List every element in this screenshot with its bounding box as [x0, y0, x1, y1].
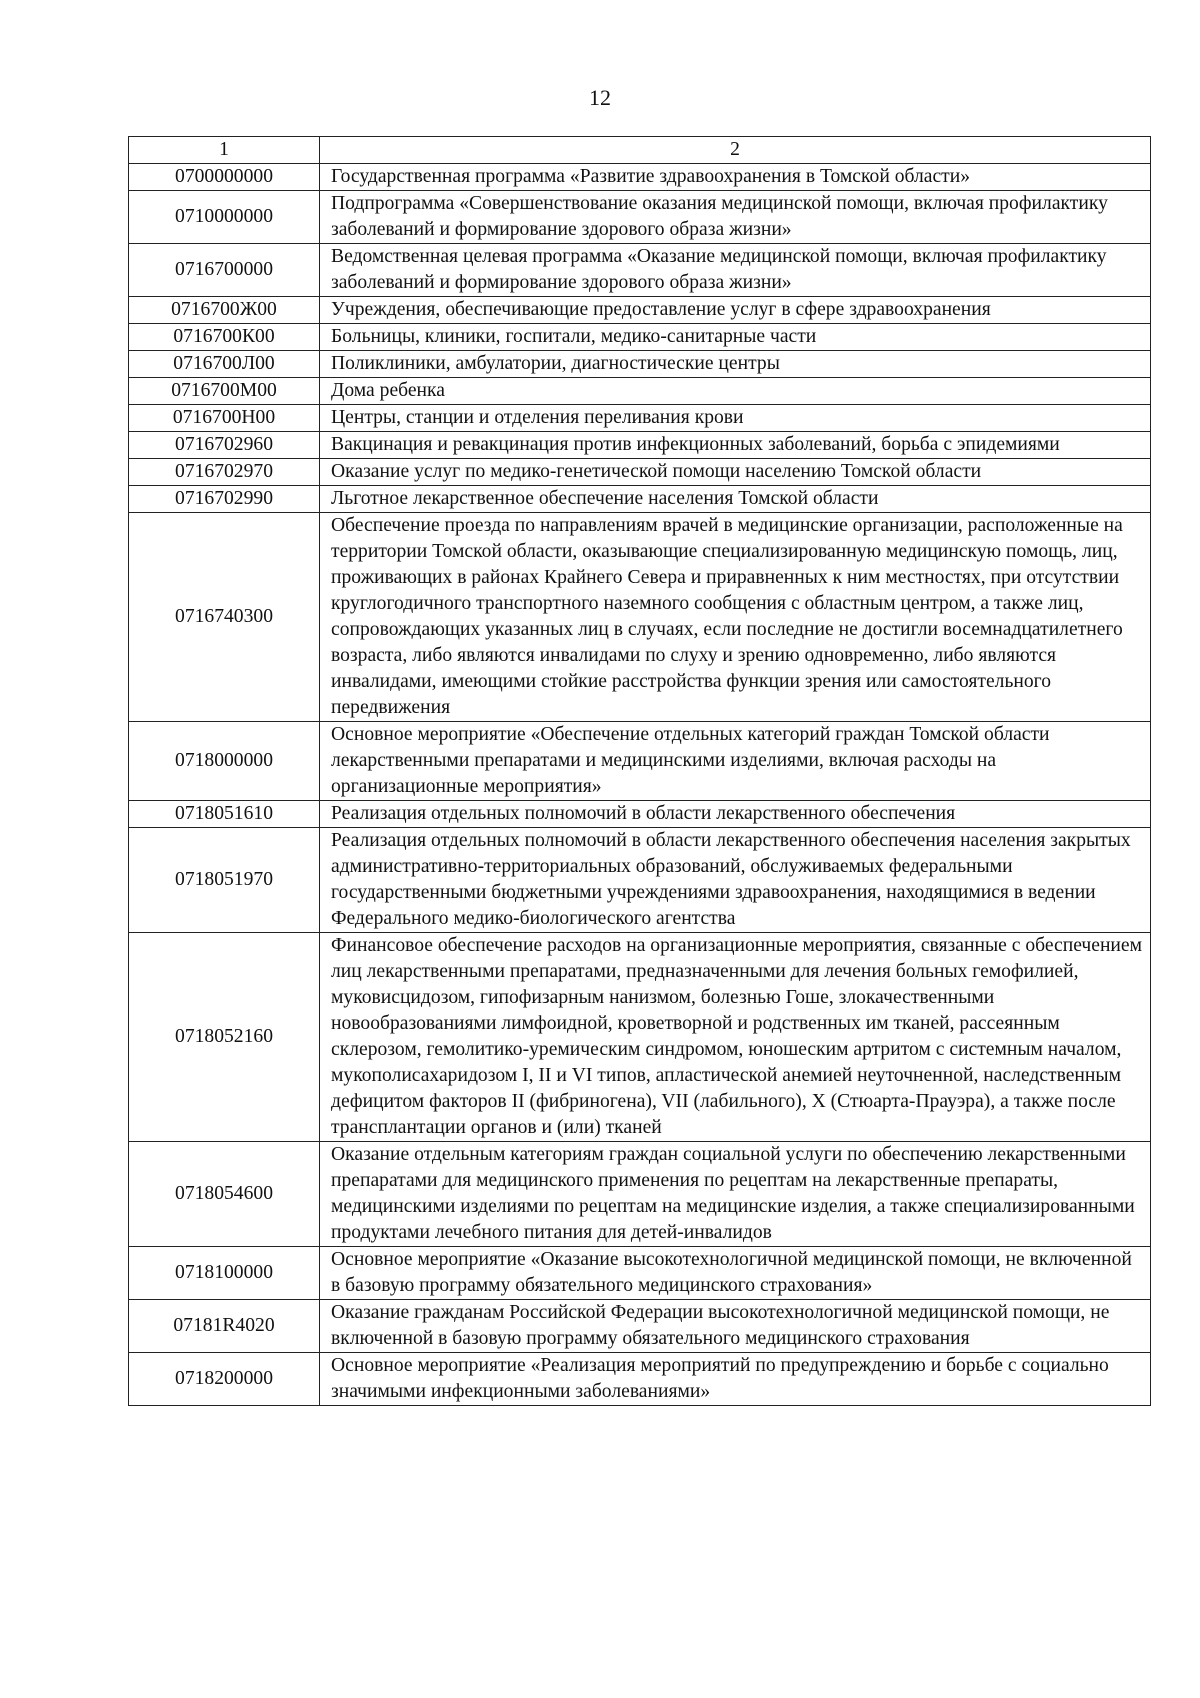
row-name: Дома ребенка — [320, 378, 1151, 405]
row-name: Оказание гражданам Российской Федерации высокотехнологичной медицинской помощи, не включенной в базовую программу обязательного медицинского страхования — [320, 1300, 1151, 1353]
row-code: 0716700М00 — [129, 378, 320, 405]
row-code: 0718052160 — [129, 933, 320, 1142]
table-row — [129, 1353, 1151, 1406]
row-code: 0716702990 — [129, 486, 320, 513]
row-code: 0716702960 — [129, 432, 320, 459]
table-row — [129, 244, 1151, 297]
row-code: 0716700К00 — [129, 324, 320, 351]
table-body — [129, 164, 1151, 1406]
table-row — [129, 1142, 1151, 1247]
table-row — [129, 459, 1151, 486]
row-code: 0716700000 — [129, 244, 320, 297]
row-code: 0716700Л00 — [129, 351, 320, 378]
row-name: Обеспечение проезда по направлениям врачей в медицинские организации, расположенные на территории Томской области, оказывающие специализированную медицинскую помощь, лиц, проживающих в районах Крайнего Севера и приравненных к ним местностях, при отсутствии круглогодичного транспортного наземного сообщения с областным центром, а также лиц, сопровождающих указанных лиц в случаях, если последние не достигли восемнадцатилетнего возраста, либо являются инвалидами по слуху и зрению одновременно, либо являются инвалидами, имеющими стойкие расстройства функции зрения или самостоятельного передвижения — [320, 513, 1151, 722]
table-row — [129, 486, 1151, 513]
row-code: 0700000000 — [129, 164, 320, 191]
row-name: Учреждения, обеспечивающие предоставление услуг в сфере здравоохранения — [320, 297, 1151, 324]
row-name: Ведомственная целевая программа «Оказание медицинской помощи, включая профилактику заболеваний и формирование здорового образа жизни» — [320, 244, 1151, 297]
table-header-row — [129, 137, 1151, 164]
table-row — [129, 1300, 1151, 1353]
row-code: 0718200000 — [129, 1353, 320, 1406]
table-row — [129, 351, 1151, 378]
row-code: 0716700Н00 — [129, 405, 320, 432]
column-header-code: 1 — [129, 137, 320, 164]
table-row — [129, 432, 1151, 459]
row-name: Больницы, клиники, госпитали, медико-санитарные части — [320, 324, 1151, 351]
table-row — [129, 933, 1151, 1142]
table-row — [129, 191, 1151, 244]
row-name: Подпрограмма «Совершенствование оказания медицинской помощи, включая профилактику заболеваний и формирование здорового образа жизни» — [320, 191, 1151, 244]
row-name: Реализация отдельных полномочий в области лекарственного обеспечения населения закрытых административно-территориальных образований, обслуживаемых федеральными государственными бюджетными учреждениями здравоохранения, находящимися в ведении Федерального медико-биологического агентства — [320, 828, 1151, 933]
row-name: Поликлиники, амбулатории, диагностические центры — [320, 351, 1151, 378]
table-row — [129, 722, 1151, 801]
row-name: Оказание отдельным категориям граждан социальной услуги по обеспечению лекарственными препаратами для медицинского применения по рецептам на лекарственные препараты, медицинскими изделиями по рецептам на медицинские изделия, а также специализированными продуктами лечебного питания для детей-инвалидов — [320, 1142, 1151, 1247]
row-name: Льготное лекарственное обеспечение населения Томской области — [320, 486, 1151, 513]
table-row — [129, 1247, 1151, 1300]
row-code: 0718051610 — [129, 801, 320, 828]
table-row — [129, 513, 1151, 722]
row-name: Основное мероприятие «Оказание высокотехнологичной медицинской помощи, не включенной в базовую программу обязательного медицинского страхования» — [320, 1247, 1151, 1300]
row-name: Основное мероприятие «Реализация мероприятий по предупреждению и борьбе с социально значимыми инфекционными заболеваниями» — [320, 1353, 1151, 1406]
table-row — [129, 324, 1151, 351]
row-code: 0716700Ж00 — [129, 297, 320, 324]
table-row — [129, 297, 1151, 324]
table-row — [129, 828, 1151, 933]
column-header-name: 2 — [320, 137, 1151, 164]
row-name: Финансовое обеспечение расходов на организационные мероприятия, связанные с обеспечением лиц лекарственными препаратами, предназначенными для лечения больных гемофилией, муковисцидозом, гипофизарным нанизмом, болезнью Гоше, злокачественными новообразованиями лимфоидной, кроветворной и родственных им тканей, рассеянным склерозом, гемолитико-уремическим синдромом, юношеским артритом с системным началом, мукополисахаридозом I, II и VI типов, апластической анемией неуточненной, наследственным дефицитом факторов II (фибриногена), VII (лабильного), X (Стюарта-Прауэра), а также после трансплантации органов и (или) тканей — [320, 933, 1151, 1142]
row-code: 0718100000 — [129, 1247, 320, 1300]
row-name: Реализация отдельных полномочий в области лекарственного обеспечения — [320, 801, 1151, 828]
row-name: Основное мероприятие «Обеспечение отдельных категорий граждан Томской области лекарственными препаратами и медицинскими изделиями, включая расходы на организационные мероприятия» — [320, 722, 1151, 801]
row-name: Вакцинация и ревакцинация против инфекционных заболеваний, борьба с эпидемиями — [320, 432, 1151, 459]
table-row — [129, 405, 1151, 432]
row-name: Оказание услуг по медико-генетической помощи населению Томской области — [320, 459, 1151, 486]
row-code: 0718051970 — [129, 828, 320, 933]
row-code: 07181R4020 — [129, 1300, 320, 1353]
page-number: 12 — [589, 85, 611, 110]
row-name: Центры, станции и отделения переливания крови — [320, 405, 1151, 432]
row-code: 0710000000 — [129, 191, 320, 244]
table-row — [129, 164, 1151, 191]
row-code: 0718000000 — [129, 722, 320, 801]
row-code: 0716702970 — [129, 459, 320, 486]
table-row — [129, 801, 1151, 828]
row-code: 0718054600 — [129, 1142, 320, 1247]
budget-codes-table — [128, 136, 1151, 1406]
row-code: 0716740300 — [129, 513, 320, 722]
row-name: Государственная программа «Развитие здравоохранения в Томской области» — [320, 164, 1151, 191]
table-row — [129, 378, 1151, 405]
